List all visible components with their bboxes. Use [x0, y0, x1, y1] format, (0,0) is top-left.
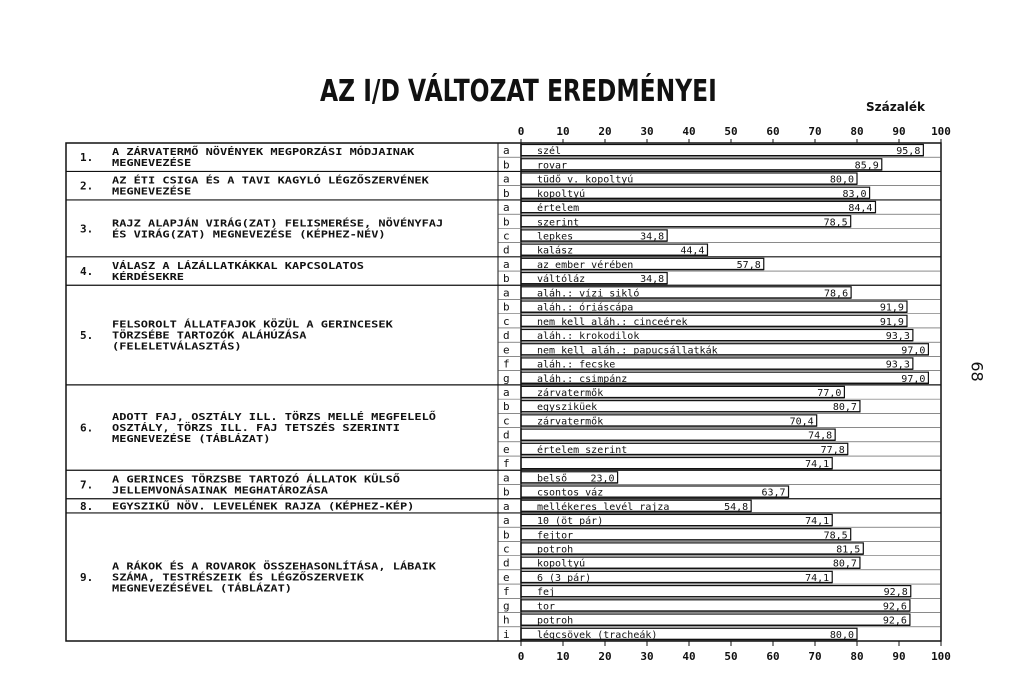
answer-letter: b — [503, 272, 510, 286]
bar-value-label: 81,5 — [836, 544, 861, 556]
x-tick-label-bottom: 40 — [682, 650, 696, 663]
answer-letter: d — [503, 428, 510, 442]
answer-label: kopoltyú — [537, 558, 586, 570]
question-text: MEGNEVEZÉSÉVEL (TÁBLÁZAT) — [112, 583, 263, 595]
answer-letter: b — [503, 485, 510, 499]
bar-value-label: 63,7 — [761, 487, 786, 499]
bar-value-label: 91,9 — [879, 302, 904, 314]
answer-label: nem kell aláh.: cinceérek — [537, 316, 688, 328]
question-text: (FELELETVÁLASZTÁS) — [112, 341, 221, 353]
answer-letter: a — [503, 201, 510, 215]
x-tick-label-top: 50 — [724, 125, 738, 138]
question-text: SZÁMA, TESTRÉSZEIK ÉS LÉGZŐSZERVEIK — [112, 572, 323, 584]
question-number: 1. — [80, 151, 94, 165]
bar-value-label: 44,4 — [680, 245, 705, 257]
bar — [521, 458, 832, 469]
answer-letter: i — [503, 627, 510, 641]
bar-value-label: 74,1 — [805, 459, 830, 471]
answer-label: nem kell aláh.: papucsállatkák — [537, 345, 718, 357]
answer-label: csontos váz — [537, 487, 604, 499]
answer-letter: e — [503, 343, 510, 357]
bar-value-label: 97,0 — [901, 373, 926, 385]
answer-letter: b — [503, 215, 510, 229]
bar-value-label: 78,5 — [823, 530, 848, 542]
answer-label: zárvatermők — [537, 416, 604, 428]
answer-letter: a — [503, 286, 510, 300]
answer-label: fejtor — [537, 530, 574, 542]
x-tick-label-top: 0 — [517, 125, 525, 138]
answer-letter: a — [503, 144, 510, 158]
answer-label: tüdő v. kopoltyú — [537, 174, 634, 186]
answer-letter: c — [503, 314, 510, 328]
answer-label: aláh.: fecske — [537, 359, 616, 371]
answer-label: értelem — [537, 203, 580, 215]
x-tick-label-top: 40 — [682, 125, 696, 138]
x-tick-label-bottom: 50 — [724, 650, 738, 663]
x-tick-label-top: 70 — [808, 125, 822, 138]
x-tick-label-top: 60 — [766, 125, 780, 138]
answer-label: értelem szerint — [537, 444, 628, 456]
bar — [521, 159, 882, 170]
question-text: ADOTT FAJ, OSZTÁLY ILL. TÖRZS MELLÉ MEGFELELŐ — [112, 412, 383, 424]
bar — [521, 614, 910, 625]
answer-letter: a — [503, 172, 510, 186]
bar-value-label: 97,0 — [901, 345, 926, 357]
question-number: 8. — [80, 499, 94, 513]
question-text: OSZTÁLY, TÖRZS ILL. FAJ TETSZÉS SZERINTI — [112, 423, 353, 435]
side-page-number: 68 — [967, 361, 987, 382]
x-axis-unit-label: Százalék — [866, 100, 926, 114]
question-text: A ZÁRVATERMŐ NÖVÉNYEK MEGPORZÁSI MÓDJAINAK — [112, 147, 365, 159]
x-tick-label-bottom: 30 — [640, 650, 654, 663]
x-tick-label-top: 90 — [892, 125, 906, 138]
x-tick-label-bottom: 10 — [556, 650, 570, 663]
question-text: VÁLASZ A LÁZÁLLATKÁKKAL KAPCSOLATOS — [112, 261, 323, 273]
answer-label: szél — [537, 146, 562, 158]
x-tick-label-bottom: 80 — [850, 650, 864, 663]
answer-letter: a — [503, 257, 510, 271]
bar — [521, 145, 923, 156]
bar-value-label: 54,8 — [724, 501, 749, 513]
question-text: MEGNEVEZÉSE — [112, 186, 179, 198]
answer-label: potroh — [537, 544, 574, 556]
bar-value-label: 34,8 — [640, 274, 665, 286]
bar — [521, 586, 911, 597]
x-tick-label-top: 80 — [850, 125, 864, 138]
x-tick-label-bottom: 0 — [517, 650, 525, 663]
x-tick-label-bottom: 90 — [892, 650, 906, 663]
question-text: A RÁKOK ÉS A ROVAROK ÖSSZEHASONLÍTÁSA, LÁBAIK — [112, 561, 383, 573]
answer-letter: d — [503, 329, 510, 343]
answer-letter: c — [503, 414, 510, 428]
answer-label: szerint — [537, 217, 580, 229]
answer-label: kalász — [537, 245, 574, 257]
answer-letter: f — [503, 585, 510, 599]
bar-value-label: 80,7 — [832, 402, 857, 414]
bar-value-label: 74,1 — [805, 572, 830, 584]
answer-label: lepkes — [537, 231, 574, 243]
answer-letter: f — [503, 357, 510, 371]
answer-letter: b — [503, 158, 510, 172]
answer-letter: a — [503, 514, 510, 528]
bar-value-label: 85,9 — [854, 160, 879, 172]
question-text: RAJZ ALAPJÁN VIRÁG(ZAT) FELISMERÉSE, NÖVÉNYFAJ — [112, 218, 389, 230]
bar-value-label: 92,6 — [882, 601, 907, 613]
x-tick-label-top: 10 — [556, 125, 570, 138]
bar-value-label: 84,4 — [848, 203, 873, 215]
bar-value-label: 78,5 — [823, 217, 848, 229]
bar — [521, 429, 835, 440]
bar-value-label: 23,0 — [590, 473, 615, 485]
answer-label: belső — [537, 473, 568, 485]
answer-letter: c — [503, 229, 510, 243]
bar-value-label: 92,6 — [882, 615, 907, 627]
x-tick-label-top: 30 — [640, 125, 654, 138]
bar-value-label: 80,7 — [832, 558, 857, 570]
bar-value-label: 57,8 — [736, 259, 761, 271]
answer-letter: h — [503, 613, 510, 627]
answer-label: 10 (öt pár) — [537, 516, 604, 528]
bar-value-label: 93,3 — [885, 331, 910, 343]
answer-letter: a — [503, 386, 510, 399]
answer-label: tor — [537, 601, 556, 613]
answer-label: légcsövek (tracheák) — [537, 629, 658, 641]
answer-label: zárvatermők — [537, 388, 604, 399]
answer-label: aláh.: vízi sikló — [537, 288, 640, 300]
bar — [521, 600, 910, 611]
answer-label: aláh.: óriáscápa — [537, 302, 634, 314]
question-text: FELSOROLT ÁLLATFAJOK KÖZÜL A GERINCESEK — [112, 319, 347, 331]
bar-value-label: 93,3 — [885, 359, 910, 371]
answer-letter: g — [503, 371, 510, 385]
x-tick-label-bottom: 20 — [598, 650, 612, 663]
answer-label: mellékeres levél rajza — [537, 501, 670, 513]
answer-label: aláh.: csimpánz — [537, 373, 628, 385]
question-text: AZ ÉTI CSIGA ÉS A TAVI KAGYLÓ LÉGZŐSZERVÉNEK — [112, 175, 377, 187]
bar-value-label: 91,9 — [879, 316, 904, 328]
x-tick-label-bottom: 60 — [766, 650, 780, 663]
x-tick-label-top: 100 — [931, 125, 951, 138]
answer-label: rovar — [537, 160, 568, 172]
answer-label: potroh — [537, 615, 574, 627]
x-tick-label-bottom: 70 — [808, 650, 822, 663]
question-number: 5. — [80, 329, 94, 343]
answer-label: egysziküek — [537, 402, 598, 414]
bar-value-label: 83,0 — [842, 188, 867, 200]
answer-letter: a — [503, 471, 510, 485]
bar-value-label: 77,0 — [817, 388, 842, 399]
answer-letter: a — [503, 499, 510, 513]
question-text: KÉRDÉSEKRE — [112, 272, 173, 284]
answer-label: váltóláz — [537, 274, 586, 286]
bar-value-label: 95,8 — [896, 146, 921, 158]
page-title: AZ I/D VÁLTOZAT EREDMÉNYEI — [320, 74, 717, 109]
answer-letter: e — [503, 570, 510, 584]
answer-letter: d — [503, 556, 510, 570]
bar-value-label: 70,4 — [789, 416, 814, 428]
question-number: 9. — [80, 570, 94, 584]
answer-label: az ember vérében — [537, 259, 634, 271]
x-tick-label-bottom: 100 — [931, 650, 951, 663]
bar-value-label: 92,8 — [883, 587, 908, 599]
answer-letter: b — [503, 186, 510, 200]
answer-label: fej — [537, 587, 556, 599]
answer-letter: d — [503, 243, 510, 257]
answer-letter: e — [503, 442, 510, 456]
question-number: 6. — [80, 421, 94, 435]
bar-value-label: 78,6 — [824, 288, 849, 300]
question-number: 3. — [80, 222, 94, 236]
question-number: 7. — [80, 478, 94, 492]
question-number: 2. — [80, 179, 94, 193]
bar-value-label: 80,0 — [829, 174, 854, 186]
question-text: MEGNEVEZÉSE (TÁBLÁZAT) — [112, 434, 245, 446]
question-text: TÖRZSÉBE TARTOZÓK ALÁHÚZÁSA — [112, 330, 275, 342]
bar-value-label: 34,8 — [640, 231, 665, 243]
bar-value-label: 74,8 — [808, 430, 833, 442]
answer-letter: b — [503, 300, 510, 314]
question-text: ÉS VIRÁG(ZAT) MEGNEVEZÉSE (KÉPHEZ-NÉV) — [112, 229, 341, 241]
answer-letter: c — [503, 542, 510, 556]
answer-label: aláh.: krokodilok — [537, 331, 640, 343]
x-tick-label-top: 20 — [598, 125, 612, 138]
question-text: MEGNEVEZÉSE — [112, 158, 179, 170]
answer-letter: b — [503, 400, 510, 414]
bar-value-label: 80,0 — [829, 629, 854, 641]
question-text: JELLEMVONÁSAINAK MEGHATÁROZÁSA — [112, 485, 293, 497]
bar-value-label: 74,1 — [805, 516, 830, 528]
answer-letter: f — [503, 457, 510, 471]
answer-letter: g — [503, 599, 510, 613]
question-text: EGYSZIKŰ NÖV. LEVELÉNEK RAJZA (KÉPHEZ-KÉP) — [112, 501, 365, 513]
bar-value-label: 77,8 — [820, 444, 845, 456]
answer-label: kopoltyú — [537, 188, 586, 200]
question-number: 4. — [80, 265, 94, 279]
question-text: A GERINCES TÖRZSBE TARTOZÓ ÁLLATOK KÜLSŐ — [112, 474, 353, 486]
answer-letter: b — [503, 528, 510, 542]
answer-label: 6 (3 pár) — [537, 572, 592, 584]
